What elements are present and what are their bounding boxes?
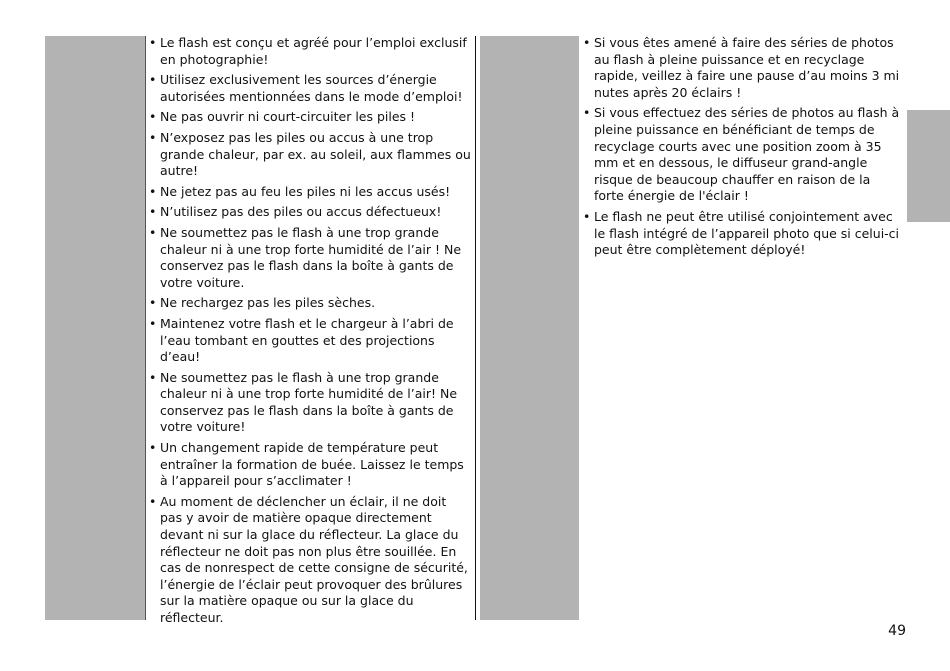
- left-rule: [145, 36, 146, 620]
- column-divider: [475, 36, 476, 620]
- list-item: • Ne pas ouvrir ni court-circuiter les piles !: [149, 109, 471, 126]
- list-item: • Si vous êtes amené à faire des séries de photos au flash à pleine puissance et en recyclage rapide, veillez à faire une pause d’au moins 3 mi nutes après 20 éclairs !: [583, 35, 903, 101]
- right-margin-band: [480, 36, 579, 620]
- list-item: • Utilisez exclusivement les sources d’énergie autorisées mentionnées dans le mode d’emploi!: [149, 72, 471, 105]
- left-text-column: [149, 35, 471, 631]
- list-item: • Ne soumettez pas le flash à une trop grande chaleur ni à une trop forte humidité de l’air ! Ne conservez pas le flash dans la boîte à gants de votre voiture.: [149, 225, 471, 291]
- list-item: • Ne jetez pas au feu les piles ni les accus usés!: [149, 184, 471, 201]
- list-item: • Ne rechargez pas les piles sèches.: [149, 295, 471, 312]
- section-tab: [907, 110, 950, 222]
- list-item: • Ne soumettez pas le flash à une trop grande chaleur ni à une trop forte humidité de l’air! Ne conservez pas le flash dans la boîte à gants de votre voiture!: [149, 370, 471, 436]
- list-item: • N’utilisez pas des piles ou accus défectueux!: [149, 204, 471, 221]
- list-item: • Un changement rapide de température peut entraîner la formation de buée. Laissez le temps à l’appareil pour s’acclimater !: [149, 440, 471, 490]
- list-item: • Au moment de déclencher un éclair, il ne doit pas y avoir de matière opaque directement devant ni sur la glace du réflecteur. La glace du réflecteur ne doit pas non plus être souillée. En cas de nonrespect de cette consigne de sécurité, l’énergie de l’éclair peut provoquer des brûlures sur la matière opaque ou sur la glace du réflecteur.: [149, 494, 471, 627]
- left-margin-band: [45, 36, 145, 620]
- right-text-column: [583, 35, 903, 263]
- list-item: • Le flash ne peut être utilisé conjointement avec le flash intégré de l’appareil photo que si celui-ci peut être complètement déployé!: [583, 209, 903, 259]
- page-number: 49: [888, 623, 906, 639]
- list-item: • N’exposez pas les piles ou accus à une trop grande chaleur, par ex. au soleil, aux flammes ou autre!: [149, 130, 471, 180]
- list-item: • Si vous effectuez des séries de photos au flash à pleine puissance en bénéficiant de temps de recyclage courts avec une position zoom à 35 mm et en dessous, le diffuseur grand-angle risque de beaucoup chauffer en raison de la forte énergie de l'éclair !: [583, 105, 903, 205]
- list-item: • Le flash est conçu et agréé pour l’emploi exclusif en photographie!: [149, 35, 471, 68]
- list-item: • Maintenez votre flash et le chargeur à l’abri de l’eau tombant en gouttes et des projections d’eau!: [149, 316, 471, 366]
